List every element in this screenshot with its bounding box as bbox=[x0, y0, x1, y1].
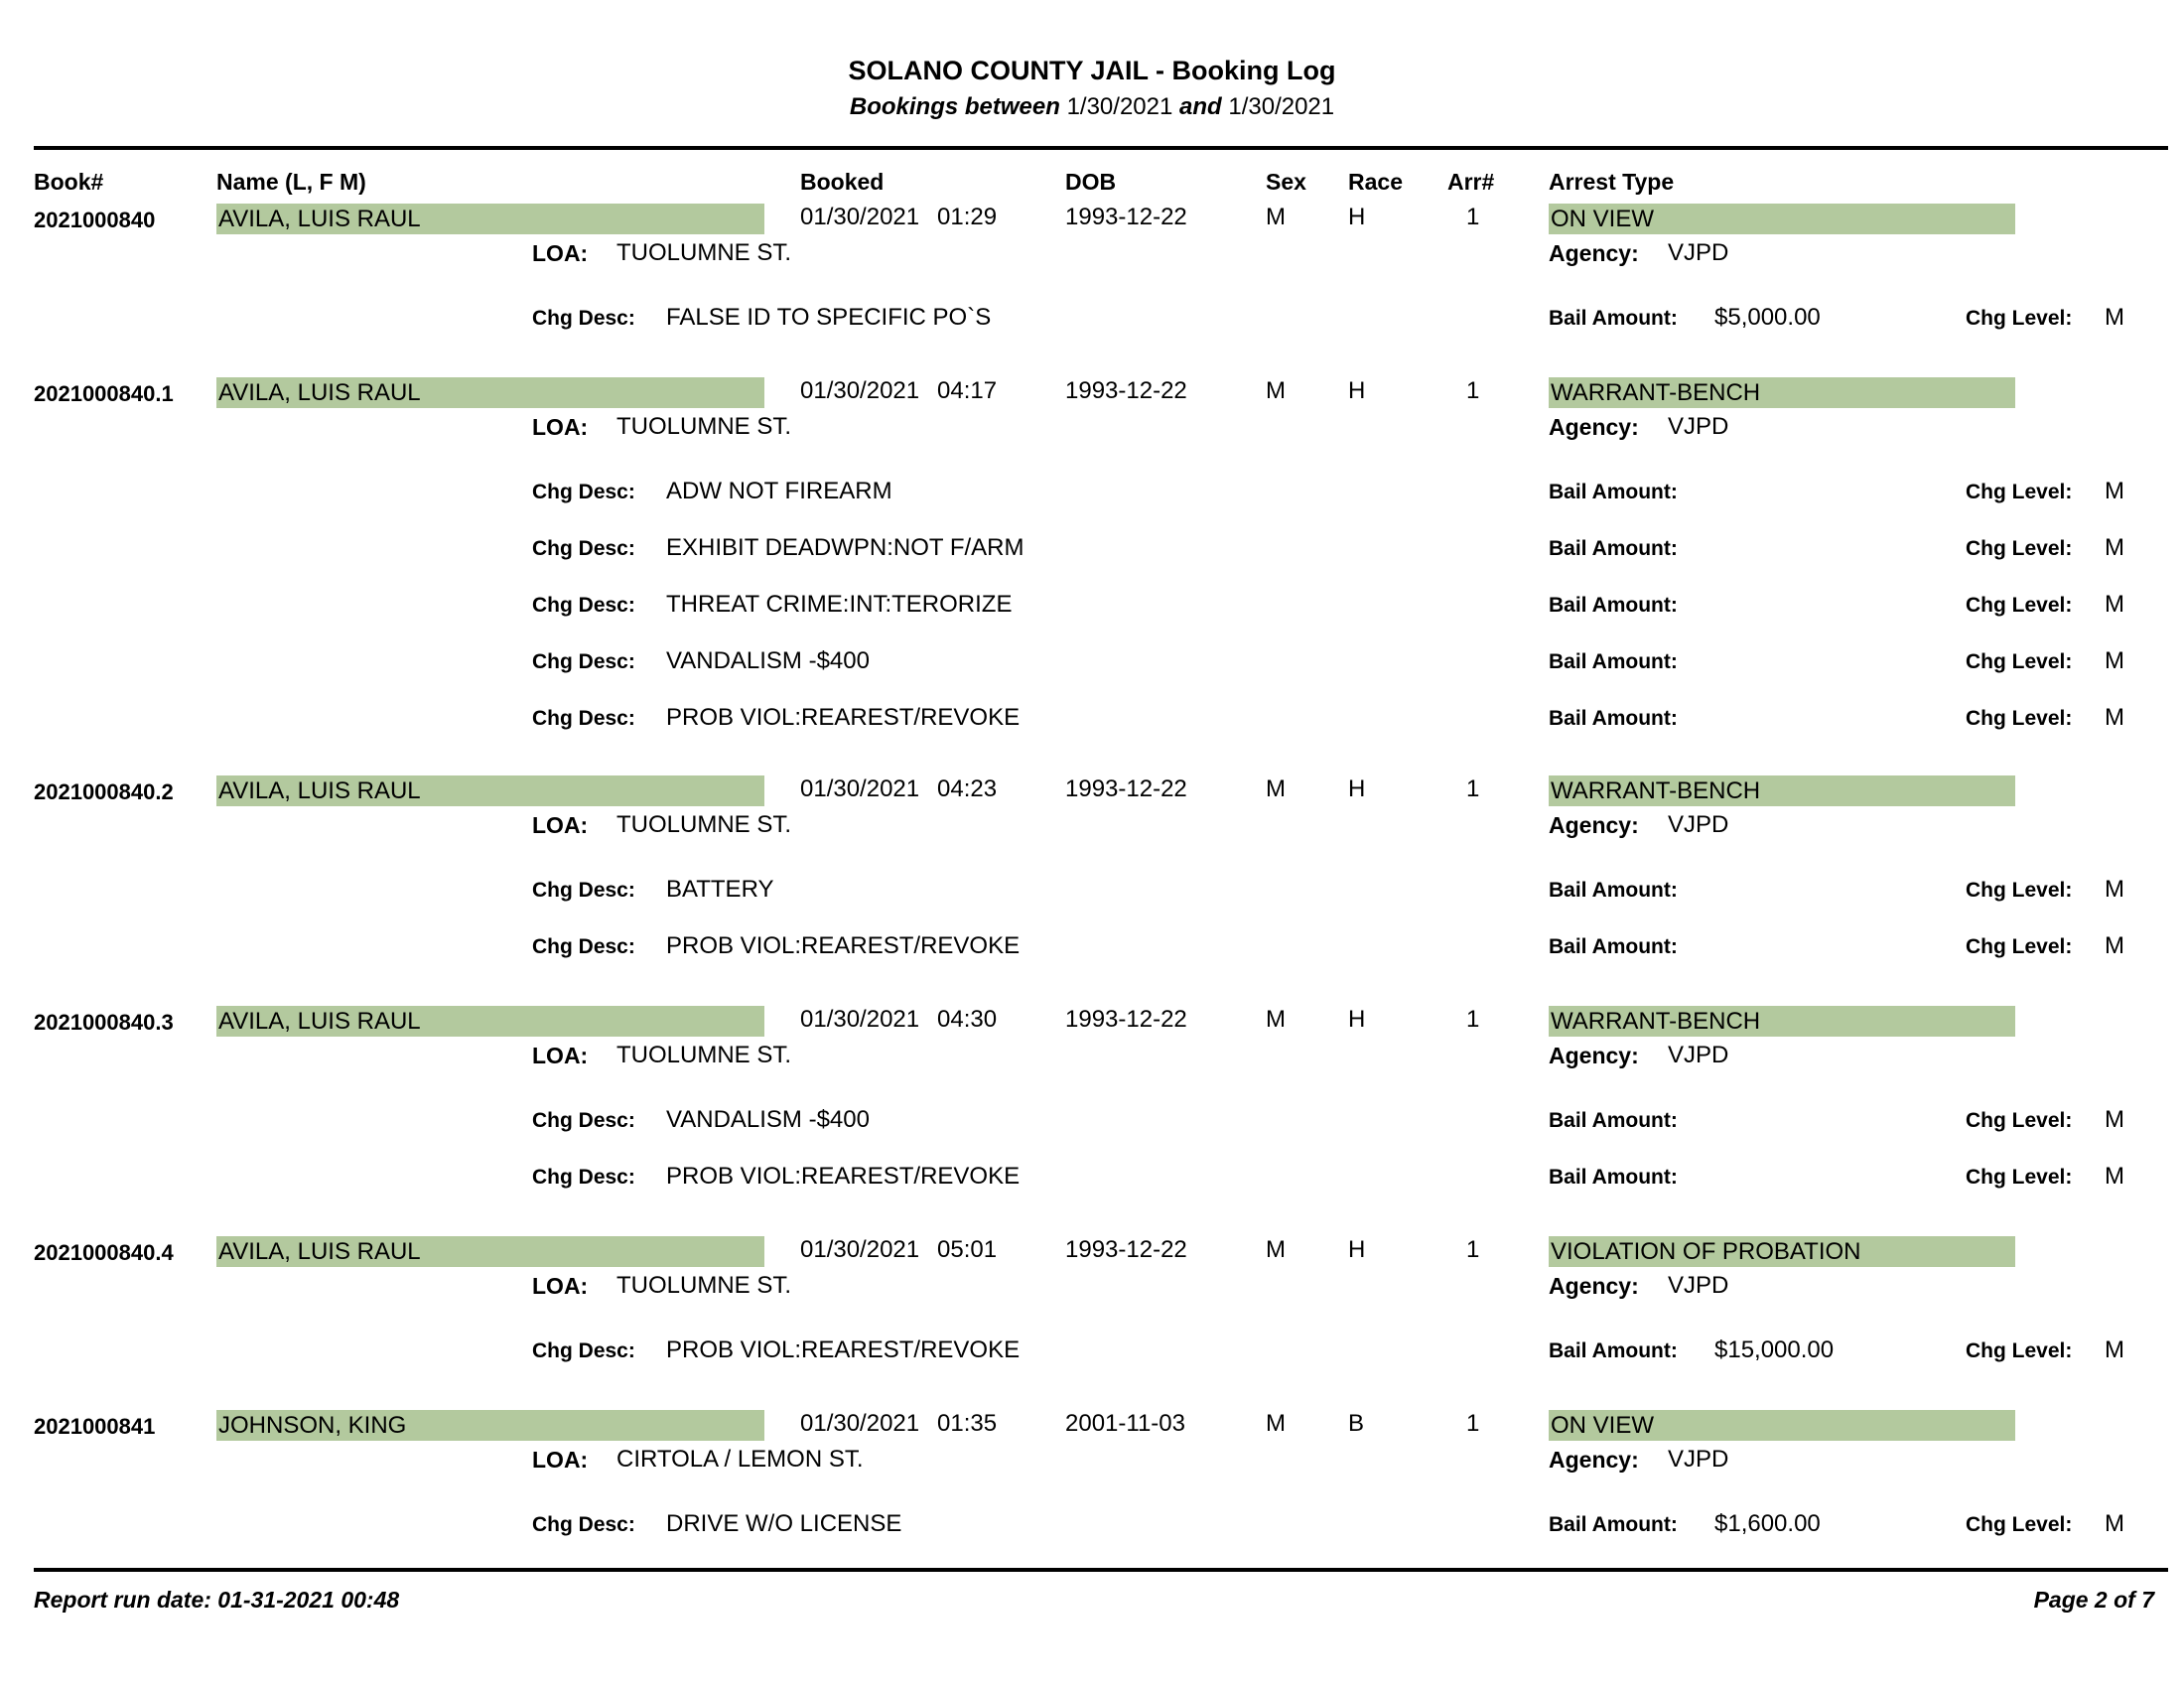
inmate-name: AVILA, LUIS RAUL bbox=[216, 377, 764, 408]
booked-date: 01/30/2021 bbox=[800, 204, 920, 230]
col-header-race: Race bbox=[1348, 169, 1403, 195]
bail-amount-label: Bail Amount: bbox=[1549, 1109, 1678, 1132]
dob: 2001-11-03 bbox=[1065, 1410, 1185, 1437]
dob: 1993-12-22 bbox=[1065, 1006, 1187, 1033]
dob: 1993-12-22 bbox=[1065, 775, 1187, 802]
chg-level-label: Chg Level: bbox=[1966, 935, 2073, 958]
chg-level: M bbox=[2105, 1106, 2124, 1133]
dob: 1993-12-22 bbox=[1065, 377, 1187, 404]
chg-level-label: Chg Level: bbox=[1966, 1166, 2073, 1189]
chg-desc-label: Chg Desc: bbox=[532, 650, 635, 673]
col-header-arrest-type: Arrest Type bbox=[1549, 169, 1675, 195]
arrest-type: ON VIEW bbox=[1549, 204, 2015, 234]
dob: 1993-12-22 bbox=[1065, 1236, 1187, 1263]
race: H bbox=[1348, 775, 1366, 802]
inmate-name: JOHNSON, KING bbox=[216, 1410, 764, 1441]
chg-desc-label: Chg Desc: bbox=[532, 1339, 635, 1362]
booked-date: 01/30/2021 bbox=[800, 1236, 920, 1263]
arrest-type: WARRANT-BENCH bbox=[1549, 1006, 2015, 1037]
book-number: 2021000840.3 bbox=[34, 1010, 174, 1035]
sex: M bbox=[1266, 1236, 1286, 1263]
bail-amount-label: Bail Amount: bbox=[1549, 879, 1678, 902]
bail-amount-label: Bail Amount: bbox=[1549, 307, 1678, 330]
booked-time: 01:35 bbox=[937, 1410, 998, 1437]
col-header-arr: Arr# bbox=[1447, 169, 1495, 195]
loa-label: LOA: bbox=[532, 1447, 589, 1473]
chg-level: M bbox=[2105, 1163, 2124, 1190]
chg-desc: VANDALISM -$400 bbox=[666, 1106, 870, 1133]
loa-value: CIRTOLA / LEMON ST. bbox=[616, 1446, 864, 1473]
chg-level-label: Chg Level: bbox=[1966, 537, 2073, 560]
chg-desc: VANDALISM -$400 bbox=[666, 647, 870, 674]
chg-desc: THREAT CRIME:INT:TERORIZE bbox=[666, 591, 1013, 618]
book-number: 2021000840.1 bbox=[34, 381, 174, 406]
date-to: 1/30/2021 bbox=[1228, 93, 1335, 120]
arrest-number: 1 bbox=[1466, 377, 1480, 404]
agency-label: Agency: bbox=[1549, 1043, 1639, 1068]
agency-value: VJPD bbox=[1668, 1446, 1729, 1473]
chg-desc-label: Chg Desc: bbox=[532, 307, 635, 330]
bail-amount-label: Bail Amount: bbox=[1549, 1513, 1678, 1536]
booked-time: 01:29 bbox=[937, 204, 998, 230]
chg-level: M bbox=[2105, 647, 2124, 674]
booked-time: 04:30 bbox=[937, 1006, 998, 1033]
dob: 1993-12-22 bbox=[1065, 204, 1187, 230]
bail-amount-label: Bail Amount: bbox=[1549, 481, 1678, 503]
sex: M bbox=[1266, 204, 1286, 230]
chg-level-label: Chg Level: bbox=[1966, 1513, 2073, 1536]
chg-desc: PROB VIOL:REAREST/REVOKE bbox=[666, 1163, 1021, 1190]
chg-level-label: Chg Level: bbox=[1966, 1109, 2073, 1132]
loa-label: LOA: bbox=[532, 414, 589, 440]
chg-desc: EXHIBIT DEADWPN:NOT F/ARM bbox=[666, 534, 1024, 561]
chg-level-label: Chg Level: bbox=[1966, 879, 2073, 902]
bail-amount-label: Bail Amount: bbox=[1549, 707, 1678, 730]
race: H bbox=[1348, 377, 1366, 404]
loa-value: TUOLUMNE ST. bbox=[616, 239, 792, 266]
chg-level: M bbox=[2105, 932, 2124, 959]
arrest-number: 1 bbox=[1466, 204, 1480, 230]
race: H bbox=[1348, 1236, 1366, 1263]
arrest-number: 1 bbox=[1466, 1410, 1480, 1437]
chg-level-label: Chg Level: bbox=[1966, 650, 2073, 673]
report-title: SOLANO COUNTY JAIL - Booking Log bbox=[848, 56, 1336, 85]
bail-amount: $15,000.00 bbox=[1714, 1336, 1835, 1363]
date-from: 1/30/2021 bbox=[1066, 93, 1173, 120]
agency-label: Agency: bbox=[1549, 812, 1639, 838]
sex: M bbox=[1266, 377, 1286, 404]
book-number: 2021000840.2 bbox=[34, 779, 174, 804]
book-number: 2021000840.4 bbox=[34, 1240, 174, 1265]
inmate-name: AVILA, LUIS RAUL bbox=[216, 1006, 764, 1037]
agency-value: VJPD bbox=[1668, 1272, 1729, 1299]
chg-level-label: Chg Level: bbox=[1966, 307, 2073, 330]
inmate-name: AVILA, LUIS RAUL bbox=[216, 775, 764, 806]
chg-desc: PROB VIOL:REAREST/REVOKE bbox=[666, 704, 1021, 731]
chg-desc-label: Chg Desc: bbox=[532, 481, 635, 503]
loa-value: TUOLUMNE ST. bbox=[616, 1272, 792, 1299]
page-number: Page 2 of 7 bbox=[2033, 1587, 2154, 1613]
chg-desc-label: Chg Desc: bbox=[532, 594, 635, 617]
arrest-number: 1 bbox=[1466, 1006, 1480, 1033]
loa-value: TUOLUMNE ST. bbox=[616, 413, 792, 440]
agency-label: Agency: bbox=[1549, 414, 1639, 440]
chg-level-label: Chg Level: bbox=[1966, 707, 2073, 730]
chg-level-label: Chg Level: bbox=[1966, 594, 2073, 617]
chg-desc: PROB VIOL:REAREST/REVOKE bbox=[666, 932, 1021, 959]
col-header-sex: Sex bbox=[1266, 169, 1306, 195]
chg-desc-label: Chg Desc: bbox=[532, 879, 635, 902]
book-number: 2021000841 bbox=[34, 1414, 156, 1439]
agency-label: Agency: bbox=[1549, 1447, 1639, 1473]
arrest-type: ON VIEW bbox=[1549, 1410, 2015, 1441]
loa-label: LOA: bbox=[532, 1043, 589, 1068]
chg-level-label: Chg Level: bbox=[1966, 481, 2073, 503]
arrest-number: 1 bbox=[1466, 775, 1480, 802]
report-run-date: Report run date: 01-31-2021 00:48 bbox=[34, 1587, 400, 1613]
col-header-dob: DOB bbox=[1065, 169, 1117, 195]
booked-time: 04:17 bbox=[937, 377, 998, 404]
chg-desc-label: Chg Desc: bbox=[532, 537, 635, 560]
bail-amount: $1,600.00 bbox=[1714, 1510, 1821, 1537]
chg-desc: PROB VIOL:REAREST/REVOKE bbox=[666, 1336, 1021, 1363]
sex: M bbox=[1266, 1410, 1286, 1437]
chg-level: M bbox=[2105, 1510, 2124, 1537]
col-header-book: Book# bbox=[34, 169, 104, 195]
subtitle-mid: and bbox=[1179, 93, 1222, 120]
chg-desc-label: Chg Desc: bbox=[532, 1109, 635, 1132]
agency-value: VJPD bbox=[1668, 1042, 1729, 1068]
bail-amount-label: Bail Amount: bbox=[1549, 650, 1678, 673]
agency-value: VJPD bbox=[1668, 239, 1729, 266]
footer-rule bbox=[34, 1568, 2168, 1572]
inmate-name: AVILA, LUIS RAUL bbox=[216, 204, 764, 234]
chg-level: M bbox=[2105, 478, 2124, 504]
bail-amount-label: Bail Amount: bbox=[1549, 1166, 1678, 1189]
chg-level: M bbox=[2105, 1336, 2124, 1363]
agency-label: Agency: bbox=[1549, 240, 1639, 266]
col-header-booked: Booked bbox=[800, 169, 885, 195]
agency-value: VJPD bbox=[1668, 811, 1729, 838]
agency-value: VJPD bbox=[1668, 413, 1729, 440]
chg-desc: FALSE ID TO SPECIFIC PO`S bbox=[666, 304, 992, 331]
booked-date: 01/30/2021 bbox=[800, 1006, 920, 1033]
loa-label: LOA: bbox=[532, 1273, 589, 1299]
race: B bbox=[1348, 1410, 1365, 1437]
chg-level-label: Chg Level: bbox=[1966, 1339, 2073, 1362]
booked-date: 01/30/2021 bbox=[800, 377, 920, 404]
booked-time: 04:23 bbox=[937, 775, 998, 802]
sex: M bbox=[1266, 1006, 1286, 1033]
col-header-name: Name (L, F M) bbox=[216, 169, 366, 195]
chg-level: M bbox=[2105, 304, 2124, 331]
bail-amount: $5,000.00 bbox=[1714, 304, 1821, 331]
header-rule bbox=[34, 146, 2168, 150]
bail-amount-label: Bail Amount: bbox=[1549, 537, 1678, 560]
inmate-name: AVILA, LUIS RAUL bbox=[216, 1236, 764, 1267]
booked-time: 05:01 bbox=[937, 1236, 998, 1263]
bail-amount-label: Bail Amount: bbox=[1549, 935, 1678, 958]
loa-value: TUOLUMNE ST. bbox=[616, 811, 792, 838]
chg-desc: ADW NOT FIREARM bbox=[666, 478, 892, 504]
arrest-type: WARRANT-BENCH bbox=[1549, 775, 2015, 806]
chg-level: M bbox=[2105, 591, 2124, 618]
arrest-type: WARRANT-BENCH bbox=[1549, 377, 2015, 408]
chg-desc: DRIVE W/O LICENSE bbox=[666, 1510, 902, 1537]
chg-level: M bbox=[2105, 534, 2124, 561]
sex: M bbox=[1266, 775, 1286, 802]
chg-level: M bbox=[2105, 704, 2124, 731]
arrest-type: VIOLATION OF PROBATION bbox=[1549, 1236, 2015, 1267]
loa-label: LOA: bbox=[532, 812, 589, 838]
race: H bbox=[1348, 204, 1366, 230]
bail-amount-label: Bail Amount: bbox=[1549, 594, 1678, 617]
chg-desc-label: Chg Desc: bbox=[532, 1513, 635, 1536]
chg-desc: BATTERY bbox=[666, 876, 774, 903]
booked-date: 01/30/2021 bbox=[800, 775, 920, 802]
booked-date: 01/30/2021 bbox=[800, 1410, 920, 1437]
report-subtitle bbox=[0, 93, 2184, 121]
book-number: 2021000840 bbox=[34, 208, 156, 232]
subtitle-prefix: Bookings between bbox=[849, 93, 1060, 120]
chg-desc-label: Chg Desc: bbox=[532, 1166, 635, 1189]
chg-desc-label: Chg Desc: bbox=[532, 707, 635, 730]
chg-level: M bbox=[2105, 876, 2124, 903]
race: H bbox=[1348, 1006, 1366, 1033]
loa-value: TUOLUMNE ST. bbox=[616, 1042, 792, 1068]
bail-amount-label: Bail Amount: bbox=[1549, 1339, 1678, 1362]
loa-label: LOA: bbox=[532, 240, 589, 266]
chg-desc-label: Chg Desc: bbox=[532, 935, 635, 958]
agency-label: Agency: bbox=[1549, 1273, 1639, 1299]
arrest-number: 1 bbox=[1466, 1236, 1480, 1263]
